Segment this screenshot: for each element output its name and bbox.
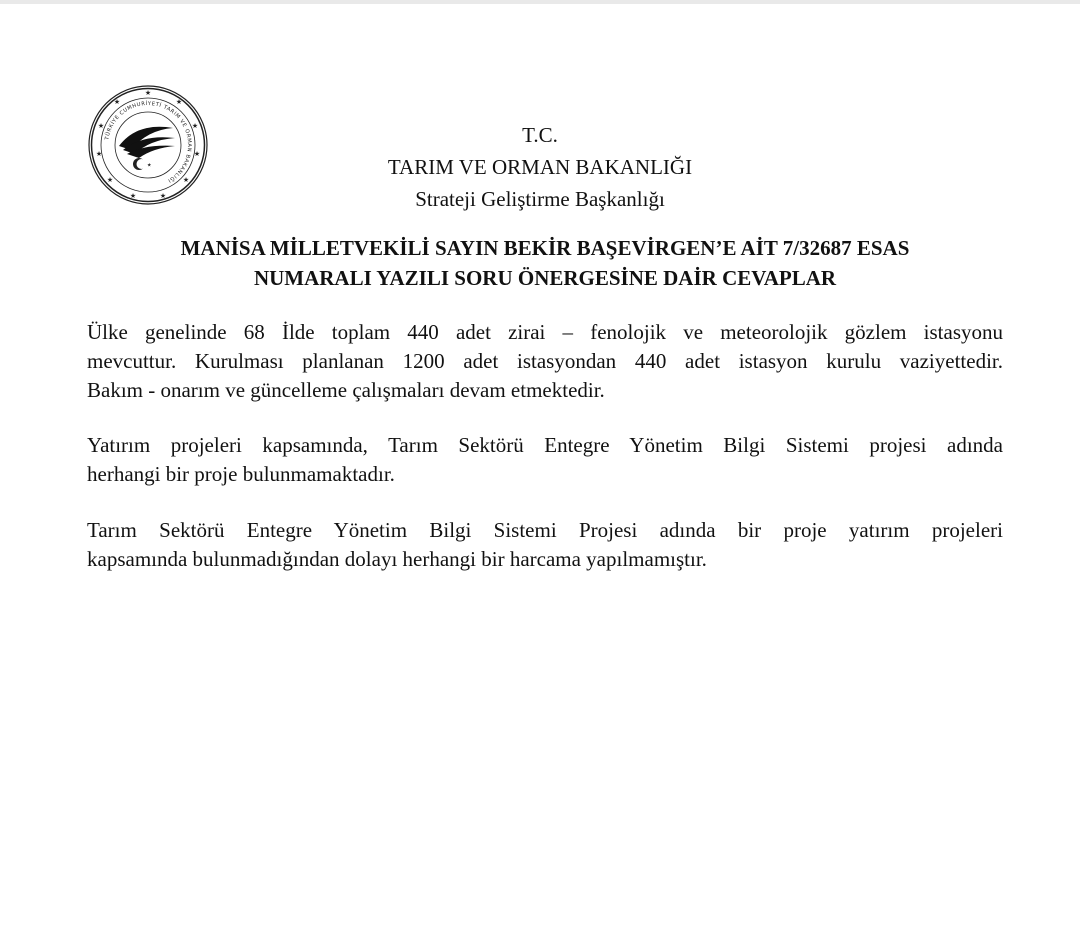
- paragraph-line: mevcuttur. Kurulması planlanan 1200 adet istasyondan 440 adet istasyon kurulu vaziyettedir.: [87, 349, 1003, 373]
- letterhead-department: Strateji Geliştirme Başkanlığı: [415, 187, 665, 211]
- subject-line-1: MANİSA MİLLETVEKİLİ SAYIN BEKİR BAŞEVİRGEN’E AİT 7/32687 ESAS: [180, 236, 910, 260]
- svg-text:★: ★: [95, 150, 103, 158]
- subject-line-2: NUMARALI YAZILI SORU ÖNERGESİNE DAİR CEVAPLAR: [253, 266, 837, 290]
- svg-text:★: ★: [159, 192, 167, 200]
- svg-text:★: ★: [147, 162, 152, 169]
- svg-text:★: ★: [191, 122, 199, 130]
- document-subject: [90, 233, 1000, 293]
- letterhead-ministry: TARIM VE ORMAN BAKANLIĞI: [387, 155, 693, 179]
- svg-text:★: ★: [182, 176, 190, 184]
- svg-text:★: ★: [175, 98, 183, 106]
- top-edge: [0, 0, 1080, 4]
- letterhead: [300, 119, 780, 215]
- paragraph-line: herhangi bir proje bulunmamaktadır.: [87, 462, 395, 486]
- svg-text:TÜRKİYE CUMHURİYETİ TARIM VE O: TÜRKİYE CUMHURİYETİ TARIM VE ORMAN BAKANLIĞI: [104, 100, 193, 184]
- svg-text:★: ★: [106, 176, 114, 184]
- svg-text:★: ★: [144, 89, 152, 97]
- paragraph-line: Bakım - onarım ve güncelleme çalışmaları devam etmektedir.: [87, 378, 605, 402]
- paragraph-line: kapsamında bulunmadığından dolayı herhangi bir harcama yapılmamıştır.: [87, 547, 707, 571]
- svg-text:★: ★: [129, 192, 137, 200]
- paragraph-line: Ülke genelinde 68 İlde toplam 440 adet zirai – fenolojik ve meteorolojik gözlem istasyonu: [87, 320, 1003, 344]
- paragraph-line: Tarım Sektörü Entegre Yönetim Bilgi Sistemi Projesi adında bir proje yatırım projeleri: [87, 518, 1003, 542]
- svg-text:★: ★: [193, 150, 201, 158]
- svg-text:★: ★: [97, 122, 105, 130]
- ministry-seal-logo: [87, 84, 209, 206]
- paragraph-3: [87, 516, 1003, 574]
- paragraph-line: Yatırım projeleri kapsamında, Tarım Sektörü Entegre Yönetim Bilgi Sistemi projesi adında: [87, 433, 1003, 457]
- paragraph-2: [87, 431, 1003, 489]
- svg-text:★: ★: [113, 98, 121, 106]
- paragraph-1: [87, 318, 1003, 405]
- letterhead-tc: T.C.: [522, 123, 558, 147]
